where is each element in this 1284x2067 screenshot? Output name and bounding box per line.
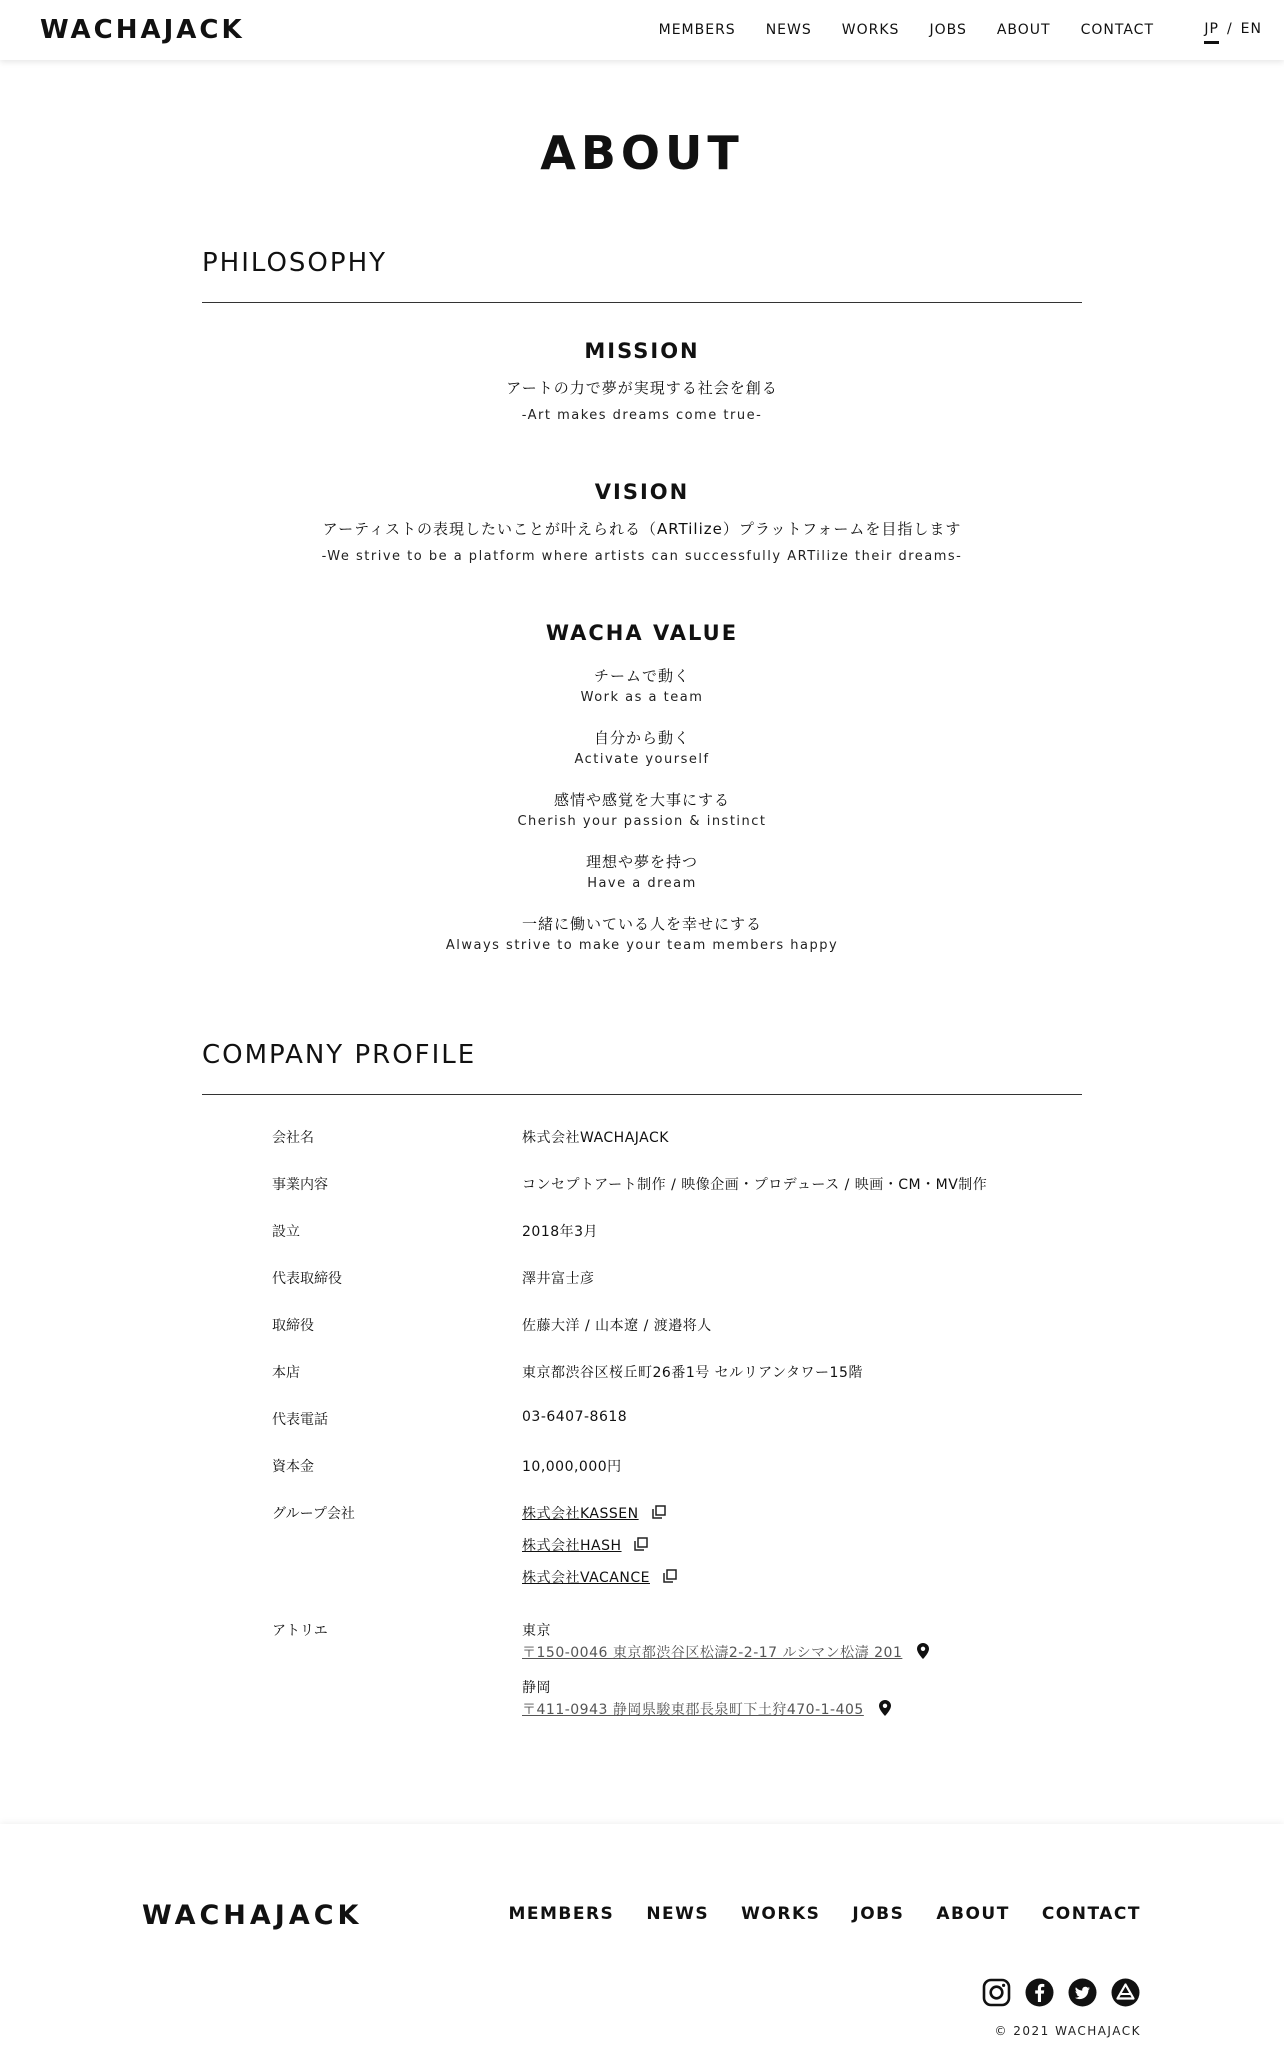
value-heading: WACHA VALUE <box>545 621 739 645</box>
profile-value: 澤井富士彦 <box>522 1271 595 1287</box>
footer-nav-works[interactable]: WORKS <box>741 1904 821 1924</box>
page-title: ABOUT <box>540 126 744 180</box>
profile-value: 10,000,000円 <box>522 1459 622 1475</box>
copyright: © 2021 WACHAJACK <box>994 2024 1141 2038</box>
group-links <box>522 1503 1082 1599</box>
value-en: Have a dream <box>587 876 697 891</box>
value-en: Activate yourself <box>574 752 710 767</box>
profile-title: COMPANY PROFILE <box>202 1040 477 1070</box>
external-link-icon[interactable] <box>652 1505 666 1523</box>
site-header <box>0 0 1284 60</box>
philosophy-divider <box>202 302 1082 303</box>
atelier-label: アトリエ <box>272 1623 328 1639</box>
footer-nav <box>508 1904 1141 1924</box>
philosophy-title: PHILOSOPHY <box>202 248 388 278</box>
profile-value: 2018年3月 <box>522 1224 599 1240</box>
header-nav <box>659 22 1154 38</box>
header-logo[interactable]: WACHAJACK <box>40 15 245 45</box>
lang-en[interactable]: EN <box>1240 21 1262 37</box>
mission-jp: アートの力で夢が実現する社会を創る <box>506 379 778 397</box>
nav-contact[interactable]: CONTACT <box>1080 22 1154 38</box>
mission-en: -Art makes dreams come true- <box>521 408 763 423</box>
nav-news[interactable]: NEWS <box>765 22 812 38</box>
map-pin-icon[interactable] <box>917 1643 929 1663</box>
profile-value: 03-6407-8618 <box>522 1409 628 1425</box>
value-item <box>0 727 1284 767</box>
profile-label: 代表電話 <box>272 1412 328 1428</box>
value-jp: 一緒に働いている人を幸せにする <box>521 915 762 933</box>
value-item <box>0 789 1284 829</box>
value-block <box>0 621 1284 953</box>
lang-jp[interactable]: JP <box>1204 21 1219 44</box>
profile-divider <box>202 1094 1082 1095</box>
atelier-tokyo-name: 東京 <box>522 1623 551 1639</box>
map-pin-icon[interactable] <box>879 1700 891 1720</box>
group-row <box>272 1503 1072 1593</box>
atelier-shizuoka-address[interactable]: 〒411-0943 静岡県駿東郡長泉町下土狩470-1-405 <box>522 1702 864 1718</box>
profile-label: 取締役 <box>272 1318 314 1334</box>
lang-separator: / <box>1226 21 1233 37</box>
vision-jp: アーティストの表現したいことが叶えられる（ARTilize）プラットフォームを目指します <box>322 520 962 538</box>
twitter-icon[interactable] <box>1068 1978 1097 2007</box>
external-link-icon[interactable] <box>663 1569 677 1587</box>
value-jp: 感情や感覚を大事にする <box>553 791 730 809</box>
vision-heading: VISION <box>594 480 690 504</box>
profile-label: 本店 <box>272 1365 300 1381</box>
atelier-shizuoka-name: 静岡 <box>522 1680 551 1696</box>
profile-label: 設立 <box>272 1224 300 1240</box>
profile-label: 事業内容 <box>272 1177 328 1193</box>
nav-members[interactable]: MEMBERS <box>658 22 736 38</box>
footer-nav-news[interactable]: NEWS <box>646 1904 710 1924</box>
value-item <box>0 851 1284 891</box>
social-links <box>982 1978 1140 2007</box>
value-jp: チームで動く <box>593 667 690 685</box>
profile-value: 株式会社WACHAJACK <box>522 1130 669 1146</box>
mission-block <box>0 339 1284 423</box>
atelier-row <box>272 1620 1072 1720</box>
footer-logo[interactable]: WACHAJACK <box>142 1900 363 1931</box>
value-jp: 自分から動く <box>593 729 690 747</box>
language-switcher <box>1204 21 1262 44</box>
site-footer <box>0 1824 1284 2067</box>
nav-works[interactable]: WORKS <box>841 22 900 38</box>
footer-nav-members[interactable]: MEMBERS <box>508 1904 615 1924</box>
profile-value: 東京都渋谷区桜丘町26番1号 セルリアンタワー15階 <box>522 1365 863 1381</box>
value-en: Work as a team <box>580 690 704 705</box>
value-item <box>0 913 1284 953</box>
profile-value: 佐藤大洋 / 山本遼 / 渡邉将人 <box>522 1318 712 1334</box>
group-link-hash[interactable]: 株式会社HASH <box>522 1538 622 1554</box>
group-link-kassen[interactable]: 株式会社KASSEN <box>522 1506 639 1522</box>
instagram-icon[interactable] <box>982 1978 1011 2007</box>
nav-about[interactable]: ABOUT <box>996 22 1051 38</box>
artilize-icon[interactable] <box>1111 1978 1140 2007</box>
vision-block <box>0 480 1284 564</box>
footer-nav-about[interactable]: ABOUT <box>936 1904 1010 1924</box>
footer-nav-jobs[interactable]: JOBS <box>852 1904 905 1924</box>
atelier-tokyo-address[interactable]: 〒150-0046 東京都渋谷区松濤2-2-17 ルシマン松濤 201 <box>522 1645 903 1661</box>
atelier-values <box>522 1620 1082 1720</box>
profile-label: 会社名 <box>272 1130 314 1146</box>
profile-value: コンセプトアート制作 / 映像企画・プロデュース / 映画・CM・MV制作 <box>522 1177 988 1193</box>
external-link-icon[interactable] <box>634 1537 648 1555</box>
value-en: Always strive to make your team members happy <box>445 938 839 953</box>
value-en: Cherish your passion & instinct <box>517 814 767 829</box>
group-link-vacance[interactable]: 株式会社VACANCE <box>522 1570 650 1586</box>
nav-jobs[interactable]: JOBS <box>929 22 967 38</box>
mission-heading: MISSION <box>584 339 700 363</box>
profile-label: 資本金 <box>272 1459 314 1475</box>
group-label: グループ会社 <box>272 1506 355 1522</box>
vision-en: -We strive to be a platform where artists can successfully ARTilize their dreams- <box>321 549 963 564</box>
value-item <box>0 665 1284 705</box>
value-jp: 理想や夢を持つ <box>585 853 698 871</box>
facebook-icon[interactable] <box>1025 1978 1054 2007</box>
profile-label: 代表取締役 <box>272 1271 342 1287</box>
footer-nav-contact[interactable]: CONTACT <box>1041 1904 1141 1924</box>
